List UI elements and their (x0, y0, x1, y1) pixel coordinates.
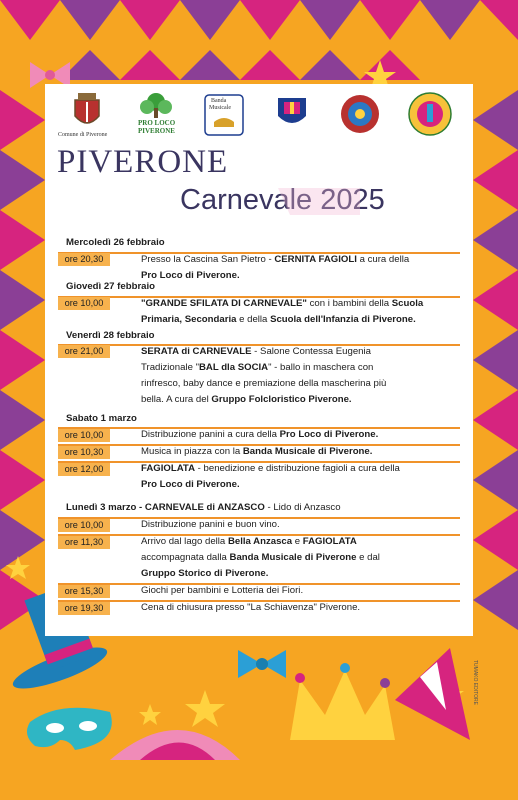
bold-text: Scuola (391, 298, 424, 309)
pro-loco-line1: PRO LOCO (138, 119, 176, 127)
bold-text: Pro Loco di Piverone. (279, 429, 379, 440)
day-heading-location: - Lido di Anzasco (264, 502, 341, 513)
description-line (141, 344, 459, 360)
bold-text: Banda Musicale di Piverone. (242, 446, 373, 457)
description-line (141, 392, 459, 408)
description-line (141, 517, 459, 533)
text: e dal (356, 552, 380, 563)
bold-text: BAL dla SOCIA (198, 362, 269, 373)
event-description (141, 517, 459, 533)
day-heading: Sabato 1 marzo (66, 413, 137, 424)
description-line (141, 252, 459, 268)
text: Presso la Cascina San Pietro - (141, 254, 275, 265)
description-line (141, 600, 459, 616)
description-line (141, 550, 459, 566)
bold-text: Gruppo Folcloristico Piverone. (211, 394, 352, 405)
description-line (141, 376, 459, 392)
bold-text: "GRANDE SFILATA DI CARNEVALE" (141, 298, 307, 309)
event-time: ore 10,30 (58, 446, 110, 459)
text: Arrivo dal lago della (141, 536, 228, 547)
event-description (141, 427, 459, 443)
event-description (141, 461, 459, 493)
bold-text: Pro Loco di Piverone. (141, 479, 240, 490)
event-time: ore 10,00 (58, 429, 110, 442)
text: e della (236, 314, 271, 325)
event-description (141, 600, 459, 616)
text: Giochi per bambini e Lotteria dei Fiori. (141, 585, 304, 596)
bold-text: Primaria, Secondaria (141, 314, 237, 325)
day-heading-title: Lunedì 3 marzo - CARNEVALE di ANZASCO (66, 502, 265, 513)
description-line (141, 566, 459, 582)
event-description (141, 296, 459, 328)
bold-text: Bella Anzasca (227, 536, 293, 547)
description-line (141, 444, 459, 460)
bold-text: FAGIOLATA (141, 463, 196, 474)
description-line (141, 268, 459, 284)
description-line (141, 583, 459, 599)
event-time: ore 10,00 (58, 519, 110, 532)
event-time: ore 20,30 (58, 253, 110, 266)
text: Distribuzione panini a cura della (141, 429, 280, 440)
event-description (141, 583, 459, 599)
text: Distribuzione panini e buon vino. (141, 519, 280, 530)
bold-text: Banda Musicale di Piverone (229, 552, 357, 563)
text: bella. A cura del (141, 394, 212, 405)
event-title: PIVERONE (57, 144, 229, 180)
text: - Salone Contessa Eugenia (251, 346, 371, 357)
text: Musica in piazza con la (141, 446, 243, 457)
text: Cena di chiusura presso "La Schiavenza" Piverone. (141, 602, 361, 613)
bold-text: Scuola dell'Infanzia di Piverone. (270, 314, 416, 325)
text: " - ballo in maschera con (268, 362, 374, 373)
day-heading: Venerdì 28 febbraio (66, 330, 155, 341)
event-time: ore 19,30 (58, 602, 110, 615)
text: con i bambini della (306, 298, 392, 309)
event-time: ore 15,30 (58, 585, 110, 598)
bold-text: FAGIOLATA (302, 536, 357, 547)
bold-text: Pro Loco di Piverone. (141, 270, 240, 281)
bold-text: Gruppo Storico di Piverone. (141, 568, 269, 579)
event-description (141, 252, 459, 284)
text: Tradizionale " (141, 362, 199, 373)
bold-text: CERNITA FAGIOLI (274, 254, 357, 265)
event-description (141, 444, 459, 460)
bold-text: SERATA di CARNEVALE (141, 346, 252, 357)
description-line (141, 477, 459, 493)
text: - benedizione e distribuzione fagioli a cura della (195, 463, 400, 474)
description-line (141, 534, 459, 550)
event-subtitle: Carnevale 2025 (180, 184, 385, 216)
event-time: ore 12,00 (58, 463, 110, 476)
printer-credit: TUMAKO EDITORE (472, 660, 478, 705)
day-heading: Giovedì 27 febbraio (66, 281, 156, 292)
day-heading (66, 502, 341, 513)
text: a cura della (356, 254, 410, 265)
description-line (141, 360, 459, 376)
description-line (141, 427, 459, 443)
description-line (141, 312, 459, 328)
text: rinfresco, baby dance e premiazione della mascherina più (141, 378, 387, 389)
description-line (141, 461, 459, 477)
banda-line1: Banda (211, 98, 227, 104)
banda-line2: Musicale (209, 105, 231, 111)
pro-loco-line2: PIVERONE (138, 127, 175, 135)
text: e (292, 536, 303, 547)
event-time: ore 11,30 (58, 536, 110, 549)
event-time: ore 21,00 (58, 345, 110, 358)
text: accompagnata dalla (141, 552, 230, 563)
event-description (141, 344, 459, 408)
event-description (141, 534, 459, 582)
comune-logo-caption: Comune di Piverone (58, 132, 108, 138)
description-line (141, 296, 459, 312)
day-heading: Mercoledì 26 febbraio (66, 237, 165, 248)
event-time: ore 10,00 (58, 297, 110, 310)
